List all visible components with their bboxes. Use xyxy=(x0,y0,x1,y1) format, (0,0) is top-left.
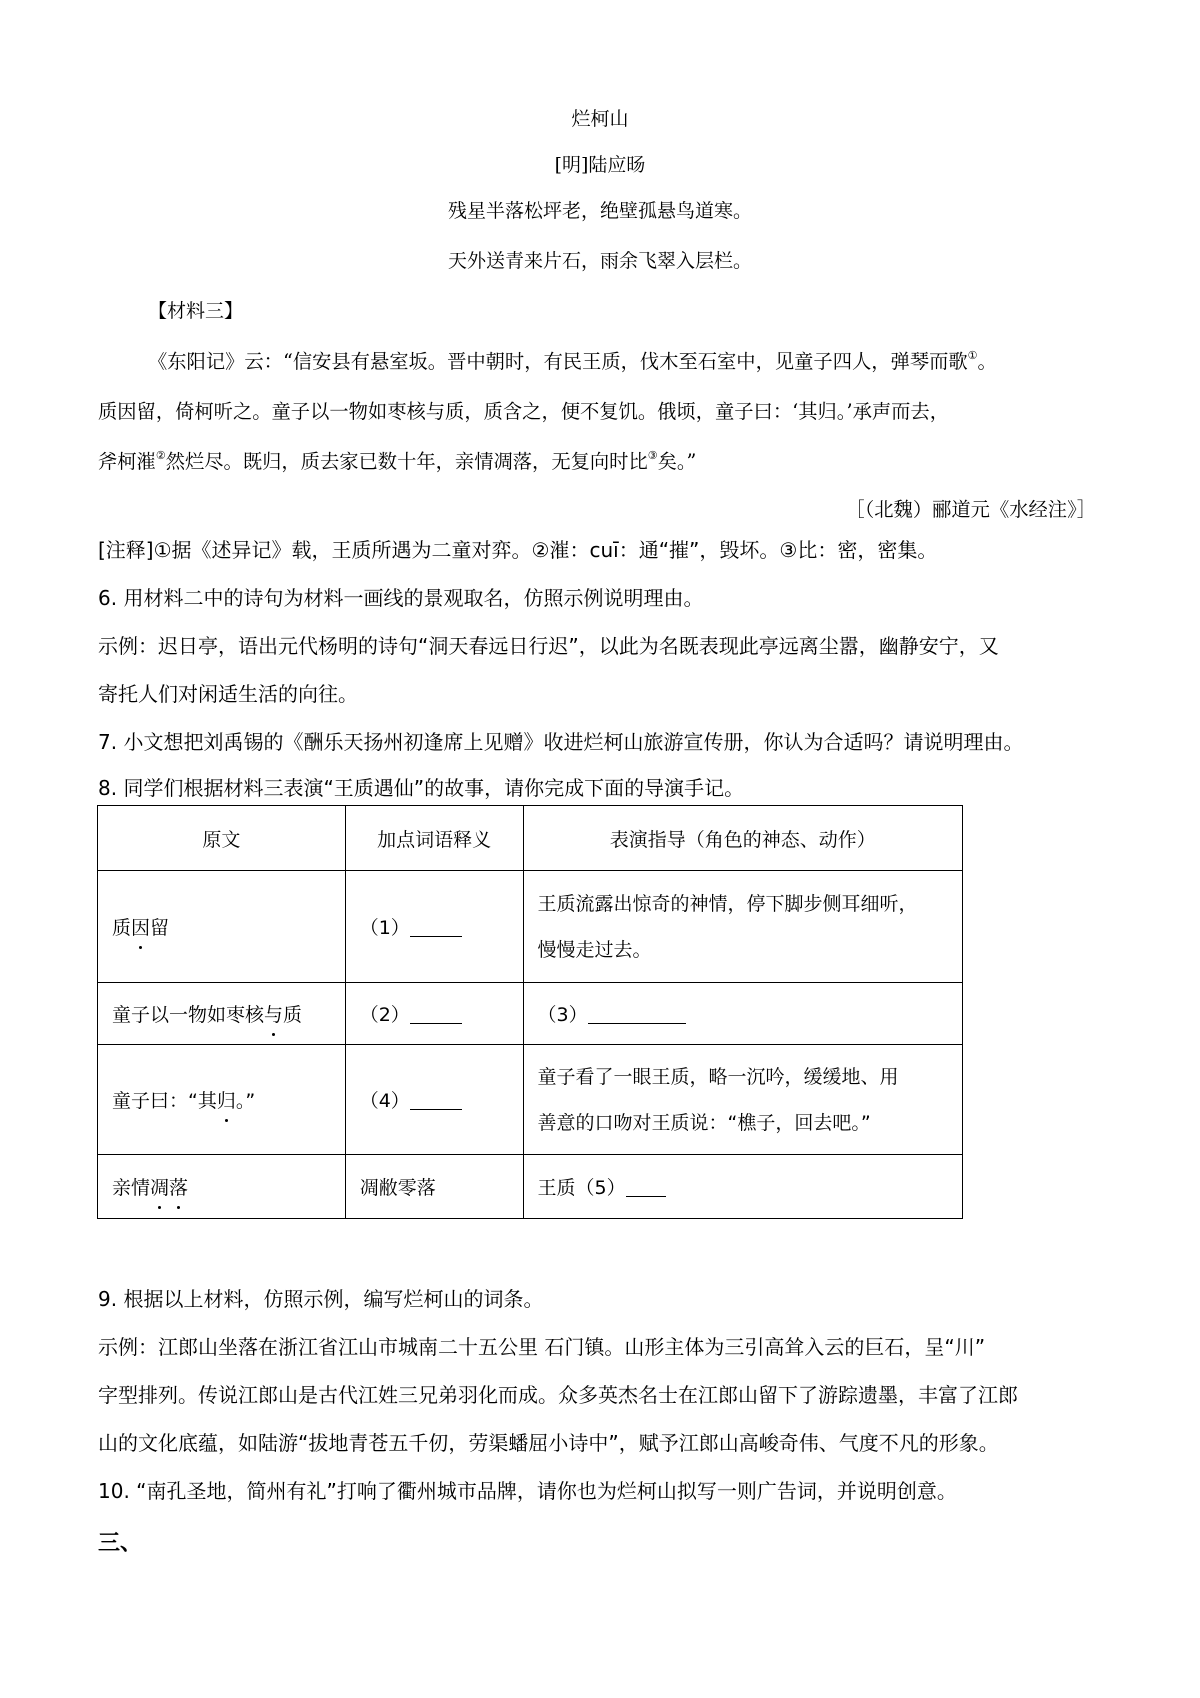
header-performance-guide: 表演指导（角色的神态、动作） xyxy=(523,806,962,871)
section-heading: 三、 xyxy=(98,1531,143,1556)
cell-guide: （3） xyxy=(523,983,962,1045)
table-row xyxy=(98,1045,963,1155)
material-3-line-1: 《东阳记》云：“信安县有悬室坂。晋中朝时，有民王质，伐木至石室中，见童子四人，弹琴而歌①。 xyxy=(148,349,997,373)
cell-guide: 童子看了一眼王质，略一沉吟，缓缓地、用 善意的口吻对王质说：“樵子，回去吧。” xyxy=(523,1045,962,1155)
question-7: 7. 小文想把刘禹锡的《酬乐天扬州初逢席上见赠》收进烂柯山旅游宣传册，你认为合适吗？请说明理由。 xyxy=(98,730,1024,754)
poem-line-1: 残星半落松坪老，绝壁孤悬鸟道寒。 xyxy=(447,200,752,222)
cell-original: 童子曰：“其归。” xyxy=(98,1045,346,1155)
table-header-row xyxy=(98,806,963,871)
cell-meaning: （2） xyxy=(345,983,523,1045)
question-8: 8. 同学们根据材料三表演“王质遇仙”的故事，请你完成下面的导演手记。 xyxy=(98,776,745,800)
question-9: 9. 根据以上材料，仿照示例，编写烂柯山的词条。 xyxy=(98,1287,544,1311)
question-9-example-line-3: 山的文化底蕴，如陆游“拔地青苍五千仞，劳渠蟠屈小诗中”，赋予江郎山高峻奇伟、气度不凡的形象。 xyxy=(98,1431,999,1455)
table-row xyxy=(98,1155,963,1219)
answer-blank[interactable] xyxy=(410,1005,462,1024)
cell-guide: 王质流露出惊奇的神情，停下脚步侧耳细听， 慢慢走过去。 xyxy=(523,871,962,983)
header-word-meaning: 加点词语释义 xyxy=(345,806,523,871)
cell-meaning: （4） xyxy=(345,1045,523,1155)
material-3-source: ［（北魏）郦道元《水经注》］ xyxy=(845,498,1096,521)
answer-blank[interactable] xyxy=(588,1005,686,1024)
header-original-text: 原文 xyxy=(98,806,346,871)
answer-blank[interactable] xyxy=(410,918,462,937)
answer-blank[interactable] xyxy=(410,1091,462,1110)
cell-meaning: 凋敝零落 xyxy=(345,1155,523,1219)
question-6-example-line-2: 寄托人们对闲适生活的向往。 xyxy=(98,682,358,706)
question-6-example-line-1: 示例：迟日亭，语出元代杨明的诗句“洞天春远日行迟”，以此为名既表现此亭远离尘嚣，幽静安宁，又 xyxy=(98,634,999,658)
table-row xyxy=(98,983,963,1045)
material-3-heading: 【材料三】 xyxy=(148,300,244,322)
material-3-line-2: 质因留，倚柯听之。童子以一物如枣核与质，质含之，便不复饥。俄顷，童子曰：‘其归。’承声而去， xyxy=(98,400,949,423)
dotted-char: 归 xyxy=(217,1086,236,1113)
cell-original: 亲情凋落 xyxy=(98,1155,346,1219)
annotation-note: [注释]①据《述异记》载，王质所遇为二童对弈。②漼：cuī：通“摧”，毁坏。③比：密，密集。 xyxy=(98,538,938,562)
cell-original: 童子以一物如枣核与质 xyxy=(98,983,346,1045)
material-3-line-3: 斧柯漼②然烂尽。既归，质去家已数十年，亲情凋落，无复向时比③矣。” xyxy=(98,449,697,473)
dotted-char: 凋 xyxy=(150,1173,169,1200)
poem-line-2: 天外送青来片石，雨余飞翠入层栏。 xyxy=(447,250,752,272)
poem-author: [明]陆应旸 xyxy=(554,154,646,176)
question-6: 6. 用材料二中的诗句为材料一画线的景观取名，仿照示例说明理由。 xyxy=(98,586,704,610)
answer-blank[interactable] xyxy=(626,1178,666,1197)
question-10: 10. “南孔圣地，简州有礼”打响了衢州城市品牌，请你也为烂柯山拟写一则广告词，并说明创意。 xyxy=(98,1479,957,1503)
table-row xyxy=(98,871,963,983)
question-9-example-line-2: 字型排列。传说江郎山是古代江姓三兄弟羽化而成。众多英杰名士在江郎山留下了游踪遗墨，丰富了江郎 xyxy=(98,1383,1018,1407)
director-notes-table xyxy=(97,805,963,1219)
dotted-char: 与 xyxy=(264,1000,283,1027)
cell-guide: 王质（5） xyxy=(523,1155,962,1219)
dotted-char: 落 xyxy=(169,1173,188,1200)
question-9-example-line-1: 示例：江郎山坐落在浙江省江山市城南二十五公里 石门镇。山形主体为三引高耸入云的巨石，呈“川” xyxy=(98,1335,986,1359)
dotted-char: 因 xyxy=(131,913,150,940)
cell-original: 质因留 xyxy=(98,871,346,983)
cell-meaning: （1） xyxy=(345,871,523,983)
poem-title: 烂柯山 xyxy=(571,108,629,130)
